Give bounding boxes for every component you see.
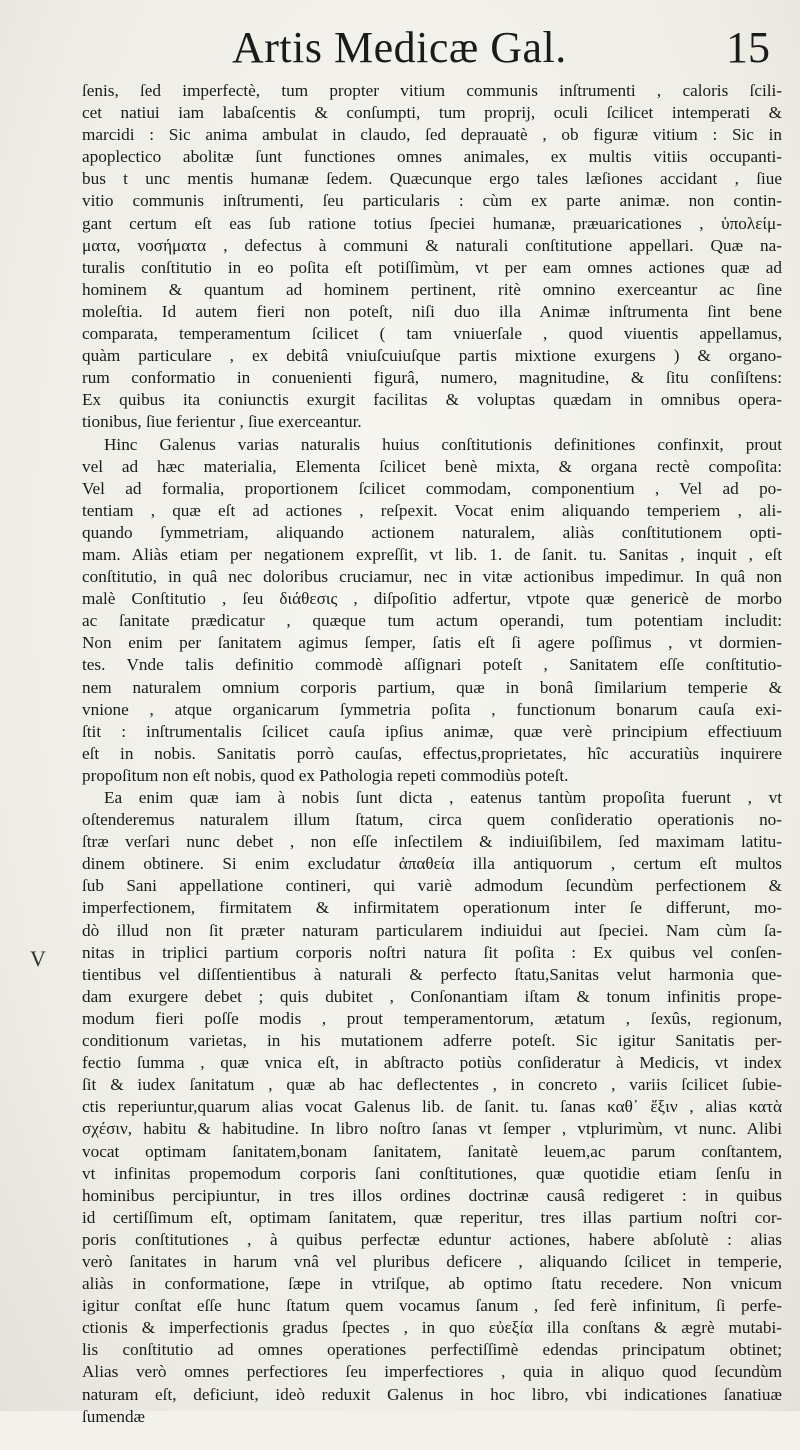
catchword	[82, 1428, 782, 1450]
text-line: imperfectionem, firmitatem & infirmitatem operationum inter ſe differunt, mo-	[82, 898, 782, 918]
text-line: dò illud non ſit præter naturam particularem indiuidui aut ſpeciei. Nam cùm ſa-	[82, 920, 782, 940]
text-line: fectio ſumma , quæ vnica eſt, in abſtracto potiùs conſideratur à Medicis, vt index	[82, 1053, 782, 1073]
text-line: lis conſtitutio ad omnes operationes perfectiſſimè edendas principatum obtinet;	[82, 1340, 782, 1360]
text-line: igitur conſtat eſſe hunc ſtatum quem vocamus ſanum , ſed ferè infinitum, ſi perfe-	[82, 1296, 782, 1316]
text-line: aliàs in conformatione, ſæpe in vtriſque, ab optimo ſtatu recedere. Non vnicum	[82, 1274, 782, 1294]
text-line: quando ſymmetriam, aliquando actionem naturalem, aliàs conſtitutionem opti-	[82, 522, 782, 542]
text-line: conſtitutio, in quâ nec doloribus cruciamur, nec in vitæ actionibus impedimur. In quâ non	[82, 567, 782, 587]
text-line: Non enim per ſanitatem agimus ſemper, ſatis eſt ſi agere poſſimus , vt dormien-	[82, 633, 782, 653]
text-line: ſtræ verſari nunc debet , non eſſe inſectilem & indiuiſibilem, ſed maximam latitu-	[82, 832, 782, 852]
text-line: vocat optimam ſanitatem,bonam ſanitatem, ſanitatè leuem,ac parum conſtantem,	[82, 1141, 782, 1161]
text-line: σχέσιν, habitu & habitudine. In libro noſtro ſanas vt ſemper , vtplurimùm, vt nunc. Alibi	[82, 1119, 782, 1139]
text-line: ſtit : inſtrumentalis ſcilicet cauſa ipſius animæ, quæ verè principium effectiuum	[82, 721, 782, 741]
text-line: ματα, νοσήματα , defectus à communi & naturali conſtitutione appellari. Quæ na-	[82, 235, 782, 255]
text-line: ſumendæ	[82, 1406, 146, 1426]
text-line: modum fieri poſſe modis , prout temperamentorum, ætatum , ſexûs, regionum,	[82, 1008, 782, 1028]
text-line: Ea enim quæ iam à nobis ſunt dicta , eatenus tantùm propoſita fuerunt , vt	[104, 788, 782, 807]
text-line: rum conformatio in conuenienti figurâ, numero, magnitudine, & ſitu conſiſtens:	[82, 368, 782, 388]
text-line: cet natiui iam labaſcentis & conſumpti, tum proprij, oculi ſcilicet intemperati &	[82, 103, 782, 123]
page-header	[232, 18, 770, 78]
text-line: naturam eſt, deficiunt, ideò reduxit Galenus in hoc libro, vbi indicationes ſanatiuæ	[82, 1384, 782, 1404]
text-line: apoplectico abolitæ ſunt functiones omnes animales, ex multis vitiis occupanti-	[82, 147, 782, 167]
text-line: ſenis, ſed imperfectè, tum propter vitium communis inſtrumenti , caloris ſcili-	[82, 81, 782, 100]
text-line: oſtenderemus naturalem illum ſtatum, circa quem conſideratio operationis no-	[82, 810, 782, 830]
body-text	[82, 80, 782, 1450]
text-line: Ex quibus ita coniunctis exurgit facilitas & voluptas quædam in omnibus opera-	[82, 390, 782, 410]
text-line: gant certum eſt eas ſub ratione totius ſpeciei humanæ, præuaricationes , ὑπολείμ-	[82, 213, 782, 233]
text-line: Alias verò omnes perfectiores ſeu imperfectiores , quia in aliquo quod ſecundùm	[82, 1362, 782, 1382]
text-line: marcidi : Sic anima ambulat in claudo, ſed deprauatè , ob figuræ vitium : Sic in	[82, 125, 782, 145]
text-line: hominem & quantum ad hominem pertinent, ritè omnino exerceantur ac ſine	[82, 279, 782, 299]
text-line: id certiſſimum eſt, optimam ſanitatem, quæ reperitur, tres illas partium noſtri cor-	[82, 1207, 782, 1227]
text-line: nem naturalem omnium corporis partium, quæ in bonâ ſimilarium temperie &	[82, 677, 782, 697]
text-line: vnione , atque organicarum ſymmetria poſita , functionum bonarum cauſa exi-	[82, 699, 782, 719]
text-line: poris conſtitutiones , à quibus perfectæ eduntur actiones, habere abſolutè : alias	[82, 1229, 782, 1249]
text-line: vt infinitas propemodum corporis ſani conſtitutiones, quæ quotidie etiam ſenſu in	[82, 1163, 782, 1183]
text-line: turalis conſtitutio in eo poſita eſt potiſſimùm, vt per eam omnes actiones quæ ad	[82, 257, 782, 277]
text-line: malè Conſtitutio , ſeu διάθεσις , diſpoſitio adfertur, vtpote quæ genericè de morbo	[82, 589, 782, 609]
text-line: ctis reperiuntur,quarum alias vocat Galenus lib. de ſanit. tu. ſanas καθ᾿ ἕξιν , alias κατὰ	[82, 1097, 782, 1117]
text-line: tentiam , quæ eſt ad actiones , reſpexit. Vocat enim aliquando temperiem , ali-	[82, 500, 782, 520]
text-line: tes. Vnde talis definitio commodè aſſignari poteſt , Sanitatem eſſe conſtitutio-	[82, 655, 782, 675]
text-line: ac ſanitate prædicatur , quæque tum actum operandi, tum potentiam includit:	[82, 611, 782, 631]
text-line: quàm particulare , ex debitâ vniuſcuiuſque partis mixtione exurgens ) & organo-	[82, 346, 782, 366]
text-line: bus t unc mentis humanæ ſedem. Quæcunque ergo tales læſiones accidant , ſiue	[82, 169, 782, 189]
text-line: nitas in triplici partium corporis noſtri natura ſit poſita : Ex quibus vel conſen-	[82, 942, 782, 962]
text-line: ſit & iudex ſanitatum , quæ ab hac deflectentes , in concreto , variis ſcilicet ſubie-	[82, 1075, 782, 1095]
text-line: verò ſanitates in harum vnâ vel pluribus deficere , aliquando ſcilicet in temperie,	[82, 1251, 782, 1271]
text-line: conditionum varietas, in his mutationem adferre poteſt. Sic igitur Sanitatis per-	[82, 1031, 782, 1051]
text-line: hominibus percipiuntur, in tres illos ordines doctrinæ causâ redigeret : in quibus	[82, 1185, 782, 1205]
text-line: comparata, temperamentum ſcilicet ( tam vniuerſale , quod viuentis appellamus,	[82, 324, 782, 344]
text-line: tientibus vel diſſentientibus à naturali & perfecto ſtatu,Sanitas velut harmonia que-	[82, 964, 782, 984]
text-line: ſub Sani appellatione contineri, qui variè admodum ſecundùm perfectionem &	[82, 876, 782, 896]
text-line: propoſitum non eſt nobis, quod ex Pathologia repeti commodiùs poteſt.	[82, 765, 569, 785]
text-line: vitio communis inſtrumenti, ſeu particularis : cùm ex parte animæ. non contin-	[82, 191, 782, 211]
text-line: vel ad hæc materialia, Elementa ſcilicet benè mixta, & organa rectè compoſita:	[82, 456, 782, 476]
text-line: moleſtia. Id autem fieri non poteſt, niſi duo illa Animæ inſtrumenta ſint bene	[82, 301, 782, 321]
page-number: 15	[726, 23, 770, 72]
text-line: eſt in nobis. Sanitatis porrò cauſas, effectus,proprietates, hîc accuratiùs inquirere	[82, 743, 782, 763]
text-line: dinem obtinere. Si enim excludatur ἀπαθεία illa antiquorum , certum eſt multos	[82, 854, 782, 874]
running-title: Artis Medicæ Gal.	[232, 23, 567, 72]
text-line: mam. Aliàs etiam per negationem expreſſit, vt lib. 1. de ſanit. tu. Sanitas , inquit , eſt	[82, 544, 782, 564]
margin-mark: V	[30, 946, 46, 971]
text-line: Hinc Galenus varias naturalis huius conſtitutionis definitiones confinxit, prout	[104, 434, 782, 454]
text-line: dam exurgere debet ; quis dubitet , Conſonantiam iſtam & tonum infinitis prope-	[82, 986, 782, 1006]
text-line: ctionis & imperfectionis gradus ſpectes , in quo εὐεξία illa conſtans & ægrè mutabi-	[82, 1318, 782, 1338]
text-line: Vel ad formalia, proportionem ſcilicet commodam, componentium , Vel ad po-	[82, 478, 782, 498]
text-line: tionibus, ſiue ferientur , ſiue exerceantur.	[82, 412, 362, 432]
